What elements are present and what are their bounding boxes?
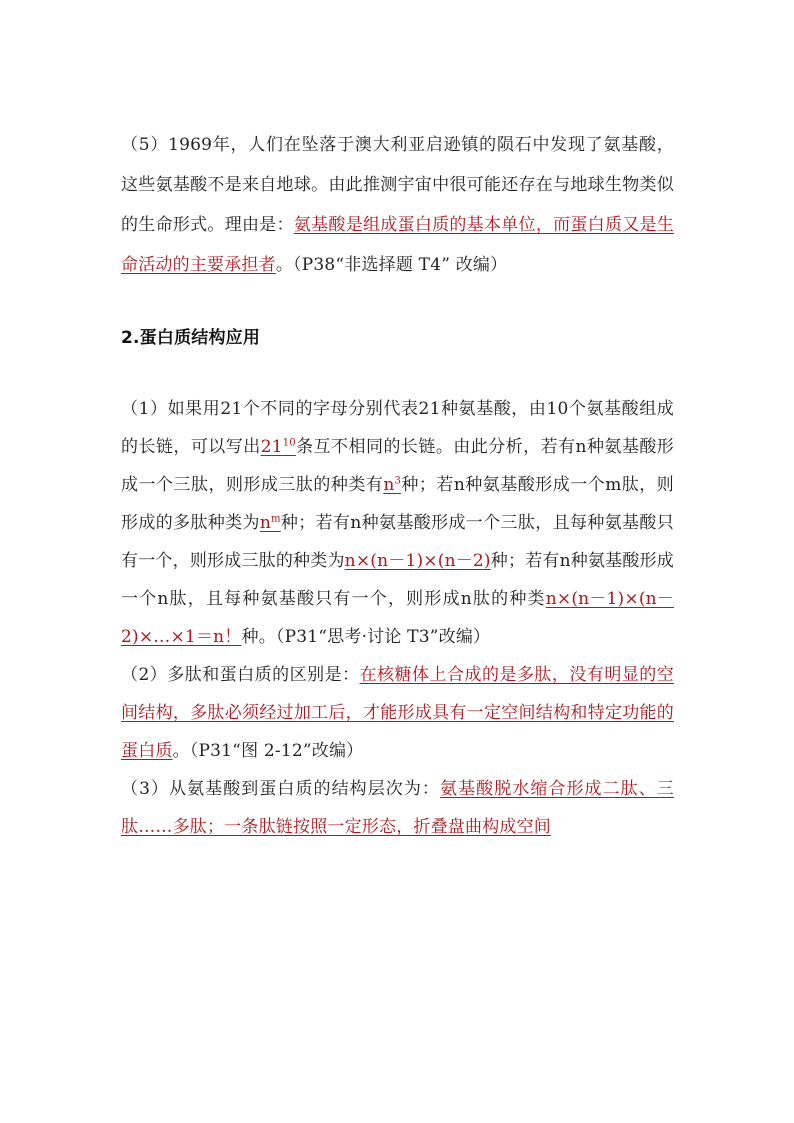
- answer-q1-b: $n^3$: [383, 475, 402, 495]
- paragraph-q5: （5）1969年，人们在坠落于澳大利亚启逊镇的陨石中发现了氨基酸，这些氨基酸不是来自地球。由此推测宇宙中很可能还存在与地球生物类似的生命形式。理由是：氨基酸是组成蛋白质的基本单位，而蛋白质又是生命活动的主要承担者。（P38“非选择题 T4” 改编）: [121, 135, 674, 275]
- paragraph-q2: （2）多肽和蛋白质的区别是：在核糖体上合成的是多肽，没有明显的空间结构，多肽必须经过加工后，才能形成具有一定空间结构和特定功能的蛋白质。（P31“图 2-12”改编）: [121, 665, 674, 761]
- answer-q1-a: $21^{10}$: [260, 437, 296, 457]
- answer-q3: 氨基酸脱水缩合形成二肽、三肽……多肽；一条肽链按照一定形态，折叠盘曲构成空间: [121, 779, 674, 837]
- answer-q1-e: n×(n－1)×(n－2)×…×1＝n！: [121, 589, 674, 647]
- answer-q5: 氨基酸是组成蛋白质的基本单位，而蛋白质又是生命活动的主要承担者: [121, 215, 674, 275]
- paragraph-q3: （3）从氨基酸到蛋白质的结构层次为：氨基酸脱水缩合形成二肽、三肽……多肽；一条肽链按照一定形态，折叠盘曲构成空间: [121, 779, 674, 837]
- section-heading: 2.蛋白质结构应用: [121, 328, 261, 348]
- answer-q1-d: n×(n－1)×(n－2): [344, 551, 491, 571]
- answer-q1-c: $n^m$: [259, 513, 281, 533]
- document-page: [121, 125, 674, 846]
- paragraph-q1: （1）如果用21个不同的字母分别代表21种氨基酸，由10个氨基酸组成的长链，可以写出$21^{10}$条互不相同的长链。由此分析，若有n种氨基酸形成一个三肽，则形成三肽的种类有$n^3$种；若n种氨基酸形成一个m肽，则形成的多肽种类为$n^m$种；若有n种氨基酸形成一个三肽，且每种氨基酸只有一个，则形成三肽的种类为n×(n－1)×(n－2)种；若有n种氨基酸形成一个n肽，且每种氨基酸只有一个，则形成n肽的种类n×(n－1)×(n－2)×…×1＝n！种。（P31“思考·讨论 T3”改编）: [121, 399, 674, 647]
- answer-q2: 在核糖体上合成的是多肽，没有明显的空间结构，多肽必须经过加工后，才能形成具有一定空间结构和特定功能的蛋白质: [121, 665, 674, 761]
